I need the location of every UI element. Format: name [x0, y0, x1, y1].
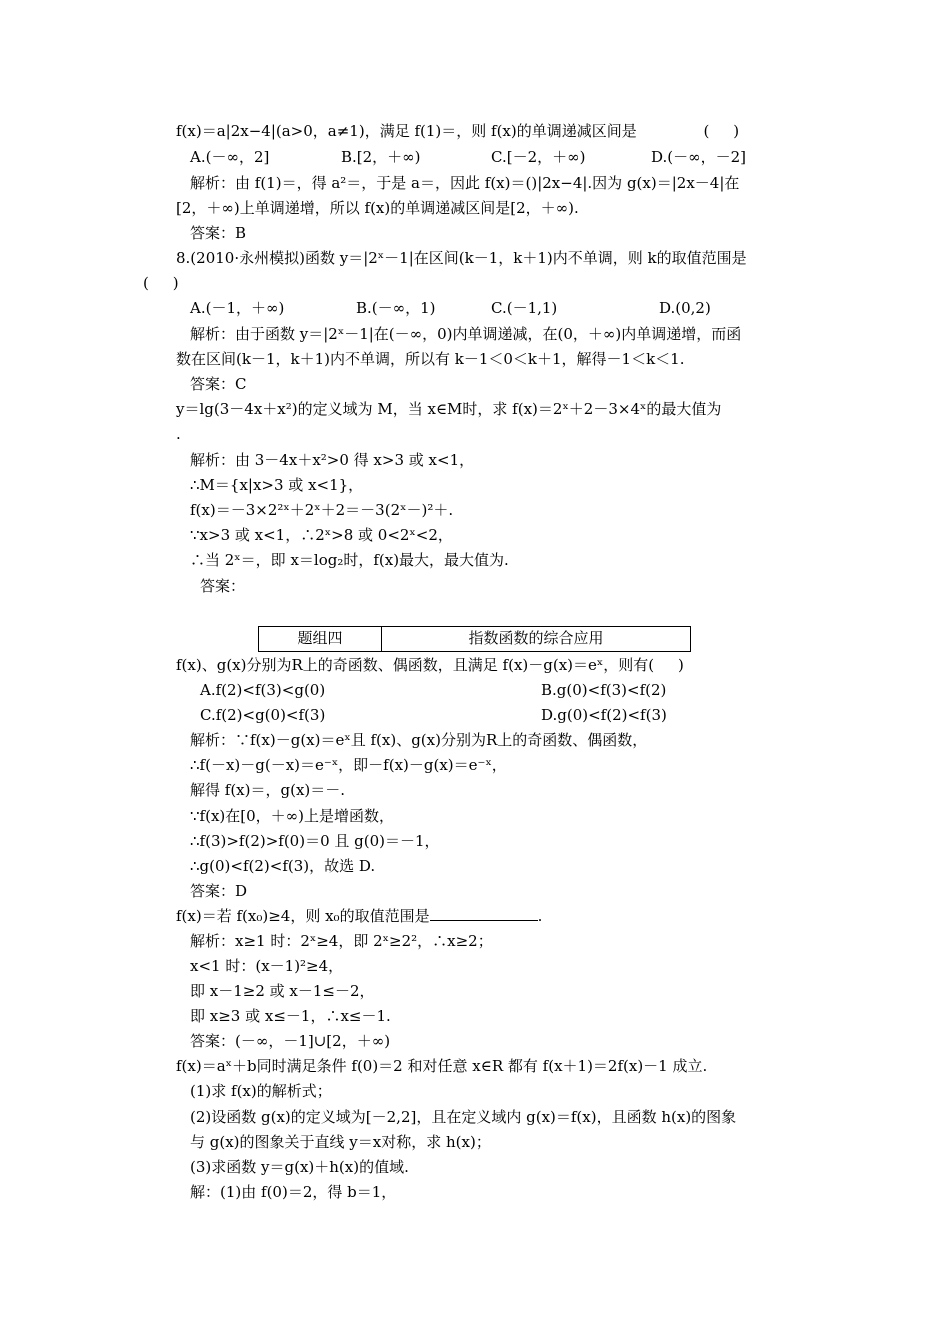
answer-blank: [430, 906, 538, 921]
q7-option-b: B.[2，＋∞): [341, 148, 421, 166]
q11-stem-text: f(x)＝若 f(x₀)≥4，则 x₀的取值范围是: [176, 907, 430, 925]
q8-analysis-line: 数在区间(k－1，k＋1)内不单调，所以有 k－1＜0＜k＋1，解得－1＜k＜1.: [176, 350, 685, 368]
q12-part: 与 g(x)的图象关于直线 y＝x对称，求 h(x)；: [190, 1133, 491, 1151]
q10-option-c: C.f(2)<g(0)<f(3): [200, 706, 326, 724]
q11-analysis-line: 即 x≥3 或 x≤－1，∴x≤－1.: [190, 1007, 391, 1025]
q9-answer: 答案：: [200, 577, 246, 595]
q10-option-d: D.g(0)<f(2)<f(3): [541, 706, 667, 724]
group-name: 题组四: [259, 627, 382, 651]
q10-analysis-line: ∵f(x)在[0，＋∞)上是增函数，: [190, 807, 395, 825]
q12-part: (2)设函数 g(x)的定义域为[－2,2]，且在定义域内 g(x)＝f(x)，且函数 h(x)的图象: [190, 1108, 737, 1126]
q8-option-b: B.(－∞，1): [356, 299, 436, 317]
q10-analysis-line: ∴f(－x)－g(－x)＝e⁻ˣ，即－f(x)－g(x)＝e⁻ˣ，: [190, 756, 507, 774]
q8-answer: 答案：C: [190, 375, 247, 393]
q10-analysis-line: ∴f(3)>f(2)>f(0)＝0 且 g(0)＝－1，: [190, 832, 440, 850]
q8-option-a: A.(－1，＋∞): [190, 299, 285, 317]
q10-analysis-line: 解析：∵f(x)－g(x)＝eˣ且 f(x)、g(x)分别为R上的奇函数、偶函数，: [190, 731, 648, 749]
q8-option-c: C.(－1,1): [491, 299, 558, 317]
q10-option-a: A.f(2)<f(3)<g(0): [200, 681, 326, 699]
q8-stem: 8.(2010·永州模拟)函数 y＝|2ˣ－1|在区间(k－1，k＋1)内不单调，则 k的取值范围是: [176, 249, 747, 267]
q11-stem-end: .: [537, 907, 543, 925]
q7-analysis-line: 解析：由 f(1)＝，得 a²＝，于是 a＝，因此 f(x)＝()|2x−4|.因为 g(x)＝|2x－4|在: [190, 174, 740, 192]
q8-option-d: D.(0,2): [659, 299, 711, 317]
q11-analysis-line: x<1 时：(x－1)²≥4，: [190, 957, 344, 975]
q11-answer: 答案：(－∞，－1]∪[2，＋∞): [190, 1032, 391, 1050]
q8-stem-bracket: ( ): [143, 274, 179, 292]
q7-stem: f(x)＝a|2x−4|(a>0，a≠1)，满足 f(1)＝，则 f(x)的单调递减区间是 ( ): [176, 122, 740, 140]
q12-part: (1)求 f(x)的解析式；: [190, 1082, 332, 1100]
q10-stem: f(x)、g(x)分别为R上的奇函数、偶函数，且满足 f(x)－g(x)＝eˣ，则有( ): [176, 656, 684, 674]
q7-analysis-line: [2，＋∞)上单调递增，所以 f(x)的单调递减区间是[2，＋∞).: [176, 199, 579, 217]
q10-analysis-line: 解得 f(x)＝，g(x)＝－.: [190, 781, 346, 799]
q9-stem: y＝lg(3－4x＋x²)的定义域为 M，当 x∈M时，求 f(x)＝2ˣ＋2－3×4ˣ的最大值为: [176, 400, 722, 418]
group-header-table: [258, 626, 691, 652]
q8-analysis-line: 解析：由于函数 y＝|2ˣ－1|在(－∞，0)内单调递减，在(0，＋∞)内单调递增，而函: [190, 325, 742, 343]
q10-option-b: B.g(0)<f(3)<f(2): [541, 681, 667, 699]
q9-analysis-line: ∵x>3 或 x<1，∴2ˣ>8 或 0<2ˣ<2，: [190, 526, 453, 544]
q7-answer: 答案：B: [190, 224, 247, 242]
q9-analysis-line: ∴M＝{x|x>3 或 x<1}，: [190, 476, 364, 494]
group-title: 指数函数的综合应用: [468, 629, 604, 647]
q11-stem: [176, 906, 542, 926]
q9-analysis-line: 解析：由 3－4x＋x²>0 得 x>3 或 x<1，: [190, 451, 475, 469]
q9-stem-end: .: [176, 425, 181, 443]
q12-solution: 解：(1)由 f(0)＝2，得 b＝1，: [190, 1183, 397, 1201]
q12-stem: f(x)＝aˣ＋b同时满足条件 f(0)＝2 和对任意 x∈R 都有 f(x＋1)＝2f(x)－1 成立.: [176, 1057, 708, 1075]
q9-analysis-line: ∴当 2ˣ＝，即 x＝log₂时，f(x)最大，最大值为.: [190, 551, 509, 569]
q9-analysis-line: f(x)＝－3×2²ˣ＋2ˣ＋2＝－3(2ˣ－)²＋.: [190, 501, 454, 519]
q10-answer: 答案：D: [190, 882, 248, 900]
q7-option-c: C.[－2，＋∞): [491, 148, 586, 166]
q7-option-a: A.(－∞，2]: [190, 148, 270, 166]
q11-analysis-line: 即 x－1≥2 或 x－1≤－2，: [190, 982, 375, 1000]
q12-part: (3)求函数 y＝g(x)＋h(x)的值域.: [190, 1158, 409, 1176]
q7-option-d: D.(－∞，－2]: [651, 148, 747, 166]
q11-analysis-line: 解析：x≥1 时：2ˣ≥4，即 2ˣ≥2²，∴x≥2；: [190, 932, 493, 950]
q10-analysis-line: ∴g(0)<f(2)<f(3)，故选 D.: [190, 857, 376, 875]
